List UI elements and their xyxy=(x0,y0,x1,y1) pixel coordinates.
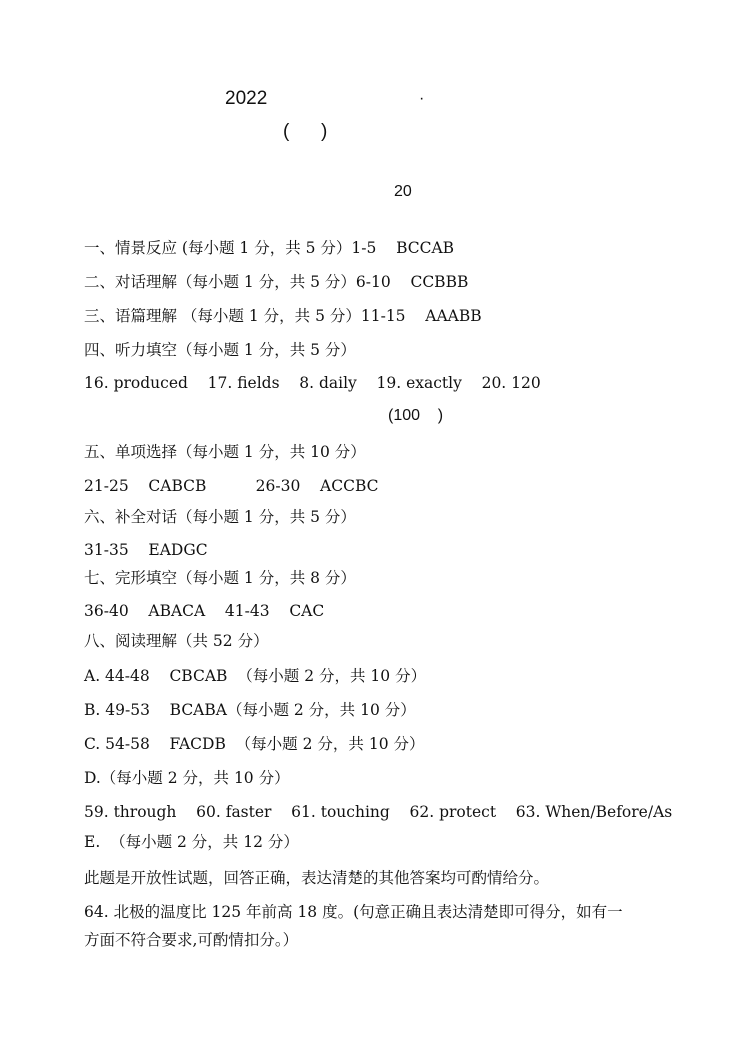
header-paren: ( ) xyxy=(283,121,328,142)
answer-line-13: A. 44-48 CBCAB （每小题 2 分，共 10 分） xyxy=(84,667,427,685)
answer-line-9: 31-35 EADGC xyxy=(84,541,208,559)
answer-line-7: 21-25 CABCB 26-30 ACCBC xyxy=(84,477,379,495)
answer-line-12: 八、阅读理解（共 52 分） xyxy=(84,632,269,650)
answer-line-4: 四、听力填空（每小题 1 分，共 5 分） xyxy=(84,341,356,359)
answer-line-2: 二、对话理解（每小题 1 分，共 5 分）6-10 CCBBB xyxy=(84,273,469,291)
answer-line-11: 36-40 ABACA 41-43 CAC xyxy=(84,602,325,620)
answer-line-15: C. 54-58 FACDB （每小题 2 分，共 10 分） xyxy=(84,735,425,753)
answer-line-10: 七、完形填空（每小题 1 分，共 8 分） xyxy=(84,569,356,587)
answer-line-8: 六、补全对话（每小题 1 分，共 5 分） xyxy=(84,508,356,526)
answer-line-17: 59. through 60. faster 61. touching 62. protect 63. When/Before/As xyxy=(84,803,673,821)
answer-line-6: 五、单项选择（每小题 1 分，共 10 分） xyxy=(84,443,366,461)
answer-line-19: 此题是开放性试题，回答正确，表达清楚的其他答案均可酌情给分。 xyxy=(84,869,550,887)
answer-line-5: 16. produced 17. fields 8. daily 19. exactly 20. 120 xyxy=(84,374,541,392)
answer-line-3: 三、语篇理解 （每小题 1 分，共 5 分）11-15 AAABB xyxy=(84,307,482,325)
answer-line-16: D.（每小题 2 分，共 10 分） xyxy=(84,769,290,787)
header-dot: · xyxy=(419,90,425,107)
section-score: (100 ) xyxy=(388,407,444,424)
answer-line-14: B. 49-53 BCABA（每小题 2 分，共 10 分） xyxy=(84,701,416,719)
header-year: 2022 xyxy=(225,88,268,109)
header-score: 20 xyxy=(394,183,412,200)
answer-line-20: 64. 北极的温度比 125 年前高 18 度。(句意正确且表达清楚即可得分，如有一 xyxy=(84,903,623,921)
answer-line-18: E. （每小题 2 分，共 12 分） xyxy=(84,833,299,851)
answer-line-1: 一、情景反应 (每小题 1 分，共 5 分）1-5 BCCAB xyxy=(84,239,455,257)
answer-line-21: 方面不符合要求,可酌情扣分。） xyxy=(84,931,299,949)
